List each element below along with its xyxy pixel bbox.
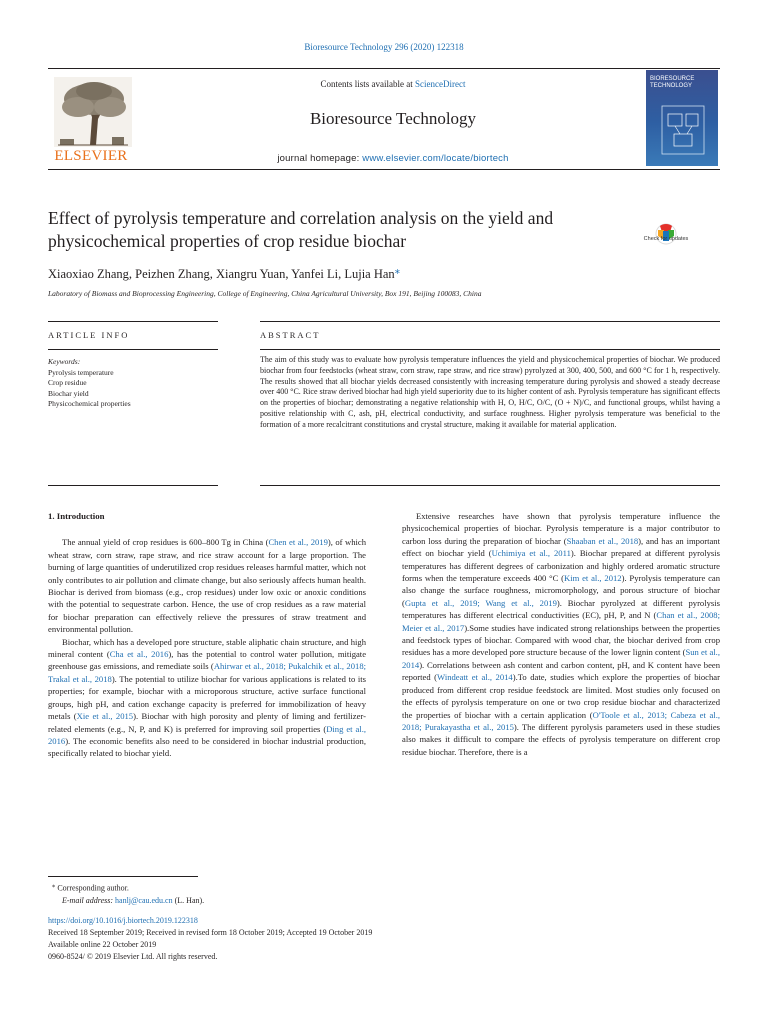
reference-link[interactable]: Ding et al., 2016 bbox=[48, 723, 366, 746]
keywords-label: Keywords: bbox=[48, 357, 81, 366]
abstract-top-rule bbox=[260, 321, 720, 322]
abstract-heading: ABSTRACT bbox=[260, 330, 321, 340]
info-top-rule bbox=[48, 321, 218, 322]
copyright-line: 0960-8524/ © 2019 Elsevier Ltd. All rights reserved. bbox=[48, 952, 218, 961]
footnote-rule bbox=[48, 876, 198, 877]
reference-link[interactable]: Ahirwar et al., 2018; Pukalchik et al., 2018; Trakal et al., 2018 bbox=[48, 661, 366, 684]
contents-line: Contents lists available at ScienceDirect bbox=[320, 79, 466, 89]
cover-diagram-icon bbox=[660, 104, 706, 156]
body-paragraph: Biochar, which has a developed pore structure, stable aliphatic chain structure, and high mineral content (Cha et al., 2016), has the potential to control water pollution, mitigate greenhouse gas emissions, and remediate soils (Ahirwar et al., 2018; Pukalchik et al., 2018; Trakal et al., 2018). The potential to utilize biochar for various applications is related to its properties; for example, biochar with a microporous structure, active surface functional groups, high pH, and cation exchange capacity is preferred for immobilization of heavy metals (Xie et al., 2015). Biochar with high porosity and plenty of liming and fertilizer-related elements (e.g., N, P, and K) is preferred for improving soil properties (Ding et al., 2016). The economic benefits also need to be considered in biochar industrial production, specifically related to biochar yield. bbox=[48, 636, 367, 759]
journal-masthead bbox=[48, 68, 720, 170]
author-list: Xiaoxiao Zhang, Peizhen Zhang, Xiangru Yuan, Yanfei Li, Lujia Han⁎ bbox=[48, 265, 400, 282]
reference-link[interactable]: Chen et al., 2019 bbox=[268, 537, 328, 548]
body-paragraph: Extensive researches have shown that pyrolysis temperature influence the physicochemical properties of biochar. Pyrolysis temperature is a major contributor to carbon loss during the preparation of biochar (Shaaban et al., 2018), and has an important effect on biochar yield (Uchimiya et al., 2011). Biochar prepared at different pyrolysis temperatures has different degrees of carbonization and highly ordered aromatic structure forms when the temperature exceeds 400 °C (Kim et al., 2012). Pyrolysis temperature can also change the surface roughness, micromorphology, and porous structure of biochar (Gupta et al., 2019; Wang et al., 2019). Biochar pyrolyzed at different pyrolysis temperatures has different electrical conductivities (EC), pH, P, and N (Chan et al., 2008; Meier et al., 2017).Some studies have indicated strong relationships between the properties and feedstock types of biochar. Compared with wood char, the biochar derived from crop residues has a more developed pore structure because of the lower lignin content (Sun et al., 2014). Correlations between ash content and carbon content, pH, and K content have been reported (Windeatt et al., 2014).To date, studies which explore the properties of biochar produced from different crop residue feedstock are limited. Most studies only focused on the effects of pyrolysis temperature on one or two crop residue biochar and characterized the properties of biochar with a certain application (O'Toole et al., 2013; Cabeza et al., 2018; Purakayastha et al., 2015). The different pyrolysis parameters used in these studies also makes it difficult to compare the effects of pyrolysis temperature on different crop residue biochar. Therefore, there is a bbox=[402, 511, 721, 757]
doi-link[interactable]: https://doi.org/10.1016/j.biortech.2019.122318 bbox=[48, 916, 198, 925]
keyword-item: Biochar yield bbox=[48, 388, 89, 398]
reference-link[interactable]: O'Toole et al., 2013; Cabeza et al., 2018; Purakayastha et al., 2015 bbox=[402, 709, 720, 732]
author-email-link[interactable]: hanlj@cau.edu.cn bbox=[115, 895, 173, 905]
reference-link[interactable]: Sun et al., 2014 bbox=[402, 647, 720, 670]
reference-link[interactable]: Kim et al., 2012 bbox=[563, 573, 622, 584]
journal-citation[interactable]: Bioresource Technology 296 (2020) 122318 bbox=[304, 42, 464, 52]
abstract-bottom-rule bbox=[260, 485, 720, 486]
reference-link[interactable]: Chan et al., 2008; Meier et al., 2017 bbox=[402, 610, 720, 633]
abstract-text: The aim of this study was to evaluate how pyrolysis temperature influences the yield and physicochemical properties of biochar. We produced biochar from four feedstocks (wheat straw, corn straw, rape straw, and rice straw) pyrolyzed at 300, 400, 500, and 600 °C for 1 h, respectively. The results showed that all biochar yields decreased consistently with increasing temperature during pyrolysis and showed a steady decrease over 400 °C. Rice straw derived biochar had high yield superiority due to its higher content of ash. Pyrolysis temperature has significant effects on the properties of biochar; demonstrating a negative relationship with H, O, H/C, O/C, (O + N)/C, and functional groups, whilst having a positive relationship with C, ash, pH, electrical conductivity, and surface roughness. Higher pyrolysis temperature was beneficial to the formation of a more recalcitrant constitutions and crystal structure, making it available for material application. bbox=[260, 355, 720, 429]
available-online: Available online 22 October 2019 bbox=[48, 940, 157, 949]
article-title: Effect of pyrolysis temperature and correlation analysis on the yield and physicochemical properties of crop residue biochar bbox=[48, 208, 554, 251]
cover-title: BIORESOURCE TECHNOLOGY bbox=[650, 76, 695, 89]
keyword-item: Physicochemical properties bbox=[48, 399, 131, 408]
homepage-link[interactable]: www.elsevier.com/locate/biortech bbox=[362, 153, 509, 164]
corresponding-author-footnote: ⁎ Corresponding author. E-mail address: hanlj@cau.edu.cn (L. Han). bbox=[52, 882, 205, 905]
keyword-item: Pyrolysis temperature bbox=[48, 367, 114, 377]
reference-link[interactable]: Xie et al., 2015 bbox=[76, 711, 134, 722]
publisher-name: ELSEVIER bbox=[54, 148, 128, 164]
article-history bbox=[48, 915, 548, 963]
info-heading-rule bbox=[48, 349, 218, 350]
received-dates: Received 18 September 2019; Received in revised form 18 October 2019; Accepted 19 October 2019 bbox=[48, 928, 373, 937]
section-heading-introduction: 1. Introduction bbox=[48, 511, 105, 521]
abstract-heading-rule bbox=[260, 349, 720, 350]
journal-homepage: journal homepage: www.elsevier.com/locate/biortech bbox=[277, 153, 509, 164]
crossmark-icon[interactable] bbox=[640, 212, 692, 256]
keywords-block bbox=[48, 357, 228, 410]
reference-link[interactable]: Windeatt et al., 2014 bbox=[437, 672, 513, 683]
body-column-left bbox=[48, 510, 366, 760]
crossmark-label: Check for updates bbox=[643, 236, 689, 242]
body-paragraph: The annual yield of crop residues is 600–800 Tg in China (Chen et al., 2019), of which wheat straw, corn straw, rape straw, and rice straw account for a large proportion. The burning of large quantities of underutilized crop residues releases harmful matter, which not only contributes to air pollution and climate change, but also seriously affects human health. Biochar is derived from biomass (e.g., crop residues) under low oxic or anoxic conditions with the potential to sequestrate carbon. Hence, the use of crop residues as a raw material for biochar preparation can effectively relieve the pressures of straw treatment and environmental pollution. bbox=[48, 537, 366, 635]
reference-link[interactable]: Gupta et al., 2019; Wang et al., 2019 bbox=[404, 597, 557, 608]
article-info-heading: ARTICLE INFO bbox=[48, 330, 130, 340]
info-bottom-rule bbox=[48, 485, 218, 486]
reference-link[interactable]: Uchimiya et al., 2011 bbox=[491, 548, 571, 559]
reference-link[interactable]: Cha et al., 2016 bbox=[109, 649, 169, 660]
journal-cover-image[interactable] bbox=[646, 70, 718, 166]
journal-name: Bioresource Technology bbox=[309, 109, 477, 128]
keyword-item: Crop residue bbox=[48, 378, 87, 387]
corresponding-author-mark[interactable]: ⁎ bbox=[394, 265, 400, 276]
reference-link[interactable]: Shaaban et al., 2018 bbox=[566, 535, 639, 546]
sciencedirect-link[interactable]: ScienceDirect bbox=[415, 79, 466, 89]
body-column-right bbox=[402, 510, 720, 758]
author-affiliation: Laboratory of Biomass and Bioprocessing Engineering, College of Engineering, China Agricultural University, Box 191, Beijing 100083, China bbox=[48, 289, 482, 298]
